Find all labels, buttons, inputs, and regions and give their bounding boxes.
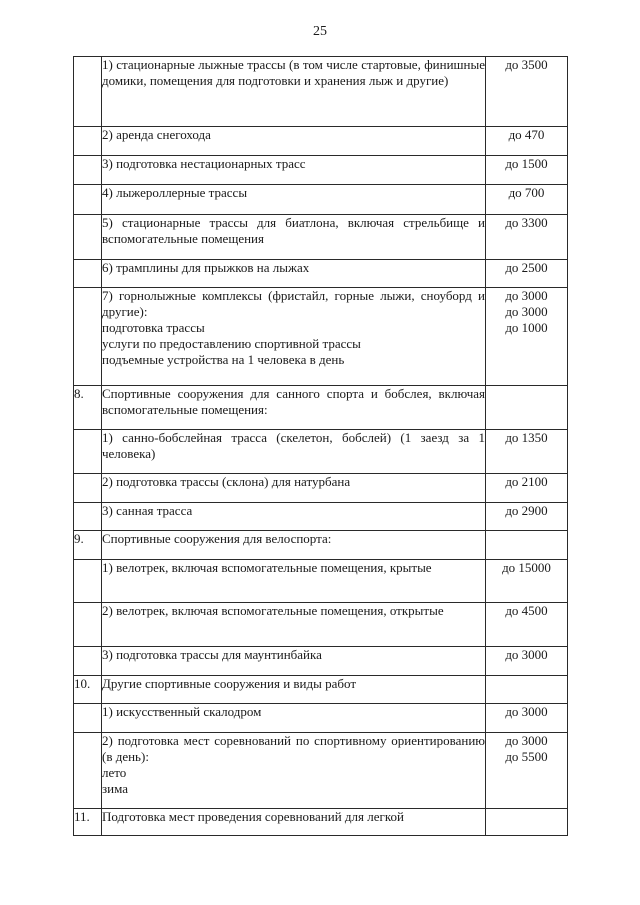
table-row bbox=[74, 386, 568, 430]
description-line: Спортивные сооружения для санного спорта и бобслея, включая вспомогательные помещения: bbox=[102, 386, 485, 417]
row-number bbox=[74, 215, 102, 260]
price-value: до 2900 bbox=[505, 503, 548, 518]
table-row bbox=[74, 704, 568, 733]
description-line: подъемные устройства на 1 человека в день bbox=[102, 352, 345, 367]
table-row bbox=[74, 260, 568, 288]
row-number bbox=[74, 603, 102, 647]
price-value: до 3000 bbox=[505, 304, 548, 319]
row-price bbox=[486, 704, 568, 733]
description-line: Другие спортивные сооружения и виды работ bbox=[102, 676, 356, 691]
row-number: 10. bbox=[74, 676, 102, 704]
table-row bbox=[74, 676, 568, 704]
price-value: до 1500 bbox=[505, 156, 548, 171]
page-number: 25 bbox=[313, 24, 327, 39]
table-row bbox=[74, 733, 568, 809]
description-line: 3) подготовка трассы для маунтинбайка bbox=[102, 647, 322, 662]
row-price bbox=[486, 156, 568, 185]
row-price bbox=[486, 185, 568, 215]
row-number bbox=[74, 156, 102, 185]
row-number: 8. bbox=[74, 386, 102, 430]
price-value: до 3000 bbox=[505, 647, 548, 662]
table-row bbox=[74, 215, 568, 260]
row-number bbox=[74, 185, 102, 215]
description-line: лето bbox=[102, 765, 127, 780]
row-price bbox=[486, 57, 568, 127]
row-number bbox=[74, 430, 102, 474]
table-row bbox=[74, 531, 568, 560]
table-row bbox=[74, 560, 568, 603]
price-value: до 5500 bbox=[505, 749, 548, 764]
price-value: до 3000 bbox=[505, 733, 548, 748]
row-description bbox=[102, 215, 486, 260]
price-value: до 470 bbox=[508, 127, 545, 142]
row-price bbox=[486, 733, 568, 809]
row-description bbox=[102, 733, 486, 809]
description-line: 4) лыжероллерные трассы bbox=[102, 185, 248, 200]
row-description bbox=[102, 127, 486, 156]
row-price bbox=[486, 603, 568, 647]
row-number bbox=[74, 503, 102, 531]
description-line: Подготовка мест проведения соревнований для легкой bbox=[102, 809, 404, 824]
row-description bbox=[102, 647, 486, 676]
table-row bbox=[74, 156, 568, 185]
row-price bbox=[486, 288, 568, 386]
description-line: 2) аренда снегохода bbox=[102, 127, 211, 142]
description-line: услуги по предоставлению спортивной трассы bbox=[102, 336, 361, 351]
price-value: до 4500 bbox=[505, 603, 548, 618]
row-description bbox=[102, 430, 486, 474]
row-description bbox=[102, 260, 486, 288]
description-line: 1) искусственный скалодром bbox=[102, 704, 262, 719]
description-line: 1) велотрек, включая вспомогательные помещения, крытые bbox=[102, 560, 432, 575]
row-price bbox=[486, 430, 568, 474]
table-row bbox=[74, 647, 568, 676]
row-description bbox=[102, 386, 486, 430]
row-price bbox=[486, 676, 568, 704]
price-value: до 15000 bbox=[502, 560, 551, 575]
row-number bbox=[74, 560, 102, 603]
table-row bbox=[74, 288, 568, 386]
row-price bbox=[486, 503, 568, 531]
row-price bbox=[486, 127, 568, 156]
description-line: 3) санная трасса bbox=[102, 503, 193, 518]
row-number: 11. bbox=[74, 809, 102, 836]
row-price bbox=[486, 531, 568, 560]
description-line: 1) санно-бобслейная трасса (скелетон, бобслей) (1 заезд за 1 человека) bbox=[102, 430, 485, 461]
row-number bbox=[74, 260, 102, 288]
price-value: до 3500 bbox=[505, 57, 548, 72]
row-description bbox=[102, 704, 486, 733]
price-value: до 1000 bbox=[505, 320, 548, 335]
row-number bbox=[74, 57, 102, 127]
row-description bbox=[102, 531, 486, 560]
row-number: 9. bbox=[74, 531, 102, 560]
row-price bbox=[486, 386, 568, 430]
row-description bbox=[102, 809, 486, 836]
table-row bbox=[74, 185, 568, 215]
table-row bbox=[74, 503, 568, 531]
row-price bbox=[486, 809, 568, 836]
row-number bbox=[74, 704, 102, 733]
description-line: 2) подготовка мест соревнований по спортивному ориентированию (в день): bbox=[102, 733, 485, 764]
row-description bbox=[102, 560, 486, 603]
description-line: 2) велотрек, включая вспомогательные помещения, открытые bbox=[102, 603, 444, 618]
price-value: до 700 bbox=[508, 185, 545, 200]
table-row bbox=[74, 809, 568, 836]
table-row bbox=[74, 57, 568, 127]
description-line: 6) трамплины для прыжков на лыжах bbox=[102, 260, 310, 275]
row-number bbox=[74, 288, 102, 386]
description-line: 3) подготовка нестационарных трасс bbox=[102, 156, 306, 171]
row-number bbox=[74, 474, 102, 503]
row-description bbox=[102, 603, 486, 647]
row-description bbox=[102, 503, 486, 531]
row-price bbox=[486, 260, 568, 288]
price-value: до 3000 bbox=[505, 288, 548, 303]
description-line: 1) стационарные лыжные трассы (в том числе стартовые, финишные домики, помещения для подготовки и хранения лыж и другие) bbox=[102, 57, 485, 88]
row-price bbox=[486, 647, 568, 676]
description-line: 7) горнолыжные комплексы (фристайл, горные лыжи, сноуборд и другие): bbox=[102, 288, 485, 319]
price-value: до 2100 bbox=[505, 474, 548, 489]
description-line: подготовка трассы bbox=[102, 320, 205, 335]
price-value: до 3300 bbox=[505, 215, 548, 230]
price-value: до 1350 bbox=[505, 430, 548, 445]
row-number bbox=[74, 733, 102, 809]
table-row bbox=[74, 430, 568, 474]
row-number bbox=[74, 647, 102, 676]
description-line: 5) стационарные трассы для биатлона, включая стрельбище и вспомогательные помещения bbox=[102, 215, 485, 246]
row-description bbox=[102, 185, 486, 215]
price-value: до 3000 bbox=[505, 704, 548, 719]
row-description bbox=[102, 474, 486, 503]
row-description bbox=[102, 57, 486, 127]
row-description bbox=[102, 156, 486, 185]
row-price bbox=[486, 560, 568, 603]
row-description bbox=[102, 676, 486, 704]
row-description bbox=[102, 288, 486, 386]
table-row bbox=[74, 603, 568, 647]
price-table bbox=[73, 56, 568, 836]
row-price bbox=[486, 474, 568, 503]
table-row bbox=[74, 127, 568, 156]
price-value: до 2500 bbox=[505, 260, 548, 275]
table-row bbox=[74, 474, 568, 503]
description-line: 2) подготовка трассы (склона) для натурбана bbox=[102, 474, 351, 489]
description-line: Спортивные сооружения для велоспорта: bbox=[102, 531, 332, 546]
row-number bbox=[74, 127, 102, 156]
row-price bbox=[486, 215, 568, 260]
description-line: зима bbox=[102, 781, 128, 796]
